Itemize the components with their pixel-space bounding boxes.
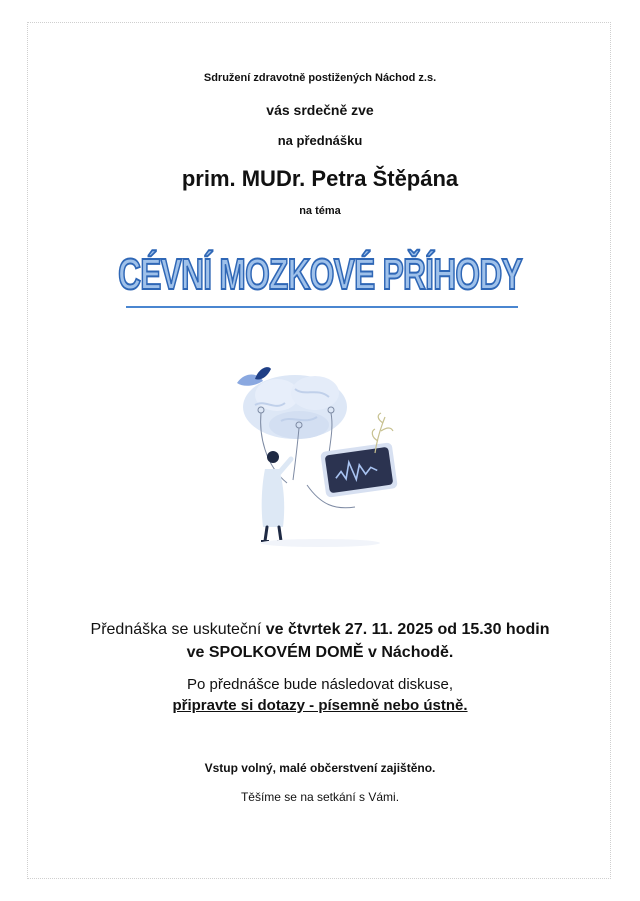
brain-doctor-illustration <box>225 365 415 550</box>
speaker-name: Petra Štěpána <box>311 166 459 191</box>
questions-note: připravte si dotazy - písemně nebo ústně. <box>172 697 468 714</box>
speaker <box>0 166 640 192</box>
topic-label: na téma <box>299 205 341 217</box>
lecture-date <box>0 621 640 639</box>
headline: CÉVNÍ MOZKOVÉ PŘÍHODY <box>118 250 522 299</box>
discussion-note: Po přednášce bude následovat diskuse, <box>186 676 453 693</box>
organization-name: Sdružení zdravotně postižených Náchod z.s. <box>203 72 437 84</box>
invite-line: vás srdečně zve <box>266 102 374 118</box>
monitor-icon <box>320 442 398 498</box>
lecture-date-value: ve čtvrtek 27. 11. 2025 od 15.30 hodin <box>265 621 550 638</box>
lecture-date-prefix: Přednáška se uskuteční <box>90 621 262 638</box>
lecture-line: na přednášku <box>277 133 363 148</box>
shadow <box>260 539 380 547</box>
lecture-venue: ve SPOLKOVÉM DOMĚ v Náchodě. <box>186 644 454 661</box>
closing-note: Těšíme se na setkání s Vámi. <box>240 790 400 804</box>
entry-note: Vstup volný, malé občerstvení zajištěno. <box>204 761 436 775</box>
doctor-icon <box>261 451 291 541</box>
speaker-title: prim. MUDr. <box>181 166 306 191</box>
headline-underline <box>126 306 518 308</box>
